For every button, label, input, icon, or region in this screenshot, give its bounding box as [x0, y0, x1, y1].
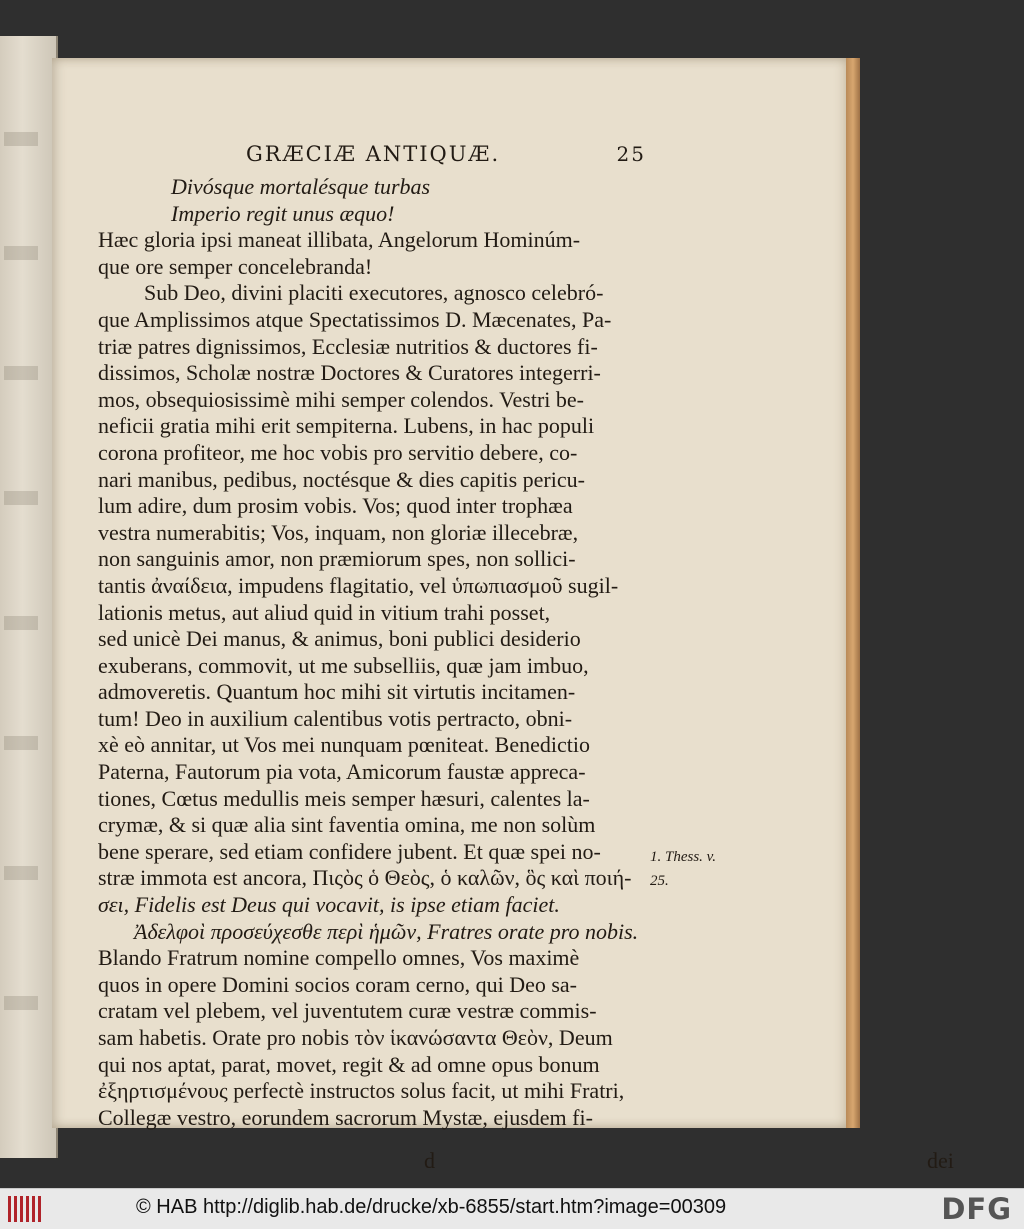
catchword: dei	[927, 1148, 954, 1174]
margin-note	[650, 845, 716, 893]
text-line: Imperio regit unus æquo!	[171, 200, 395, 226]
viewer-footer	[0, 1188, 1024, 1229]
dfg-logo: DFG	[941, 1192, 1012, 1226]
text-line: triæ patres dignissimos, Ecclesiæ nutritios & ductores fi-	[98, 333, 598, 359]
text-line: cratam vel plebem, vel juventutem curæ vestræ commis-	[98, 998, 597, 1024]
page-number: 25	[616, 142, 646, 166]
text-line: mos, obsequiosissimè mihi semper colendos. Vestri be-	[98, 386, 584, 412]
text-line: que Amplissimos atque Spectatissimos D. Mæcenates, Pa-	[98, 306, 612, 332]
text-line: qui nos aptat, parat, movet, regit & ad omne opus bonum	[98, 1051, 600, 1077]
signature-line	[98, 1148, 954, 1175]
copyright-source-link[interactable]: © HAB http://diglib.hab.de/drucke/xb-6855/start.htm?image=00309	[136, 1196, 727, 1218]
text-line: Sub Deo, divini placiti executores, agnosco celebró-	[144, 280, 604, 306]
library-logo-icon	[6, 1194, 46, 1224]
line-spacer	[98, 1131, 643, 1148]
running-head-title: GRÆCIÆ ANTIQUÆ.	[246, 142, 501, 166]
bleed-through-mark	[4, 996, 38, 1010]
text-line: neficii gratia mihi erit sempiterna. Lubens, in hac populi	[98, 413, 595, 439]
text-line: vestra numerabitis; Vos, inquam, non gloriæ illecebræ,	[98, 519, 579, 545]
text-line: sed unicè Dei manus, & animus, boni publici desiderio	[98, 626, 581, 652]
text-line: que ore semper concelebranda!	[98, 253, 373, 279]
text-line: Ἀδελφοὶ προσεύχεσθε περὶ ἡμῶν, Fratres orate pro nobis.	[134, 918, 639, 944]
text-line: bene sperare, sed etiam confidere jubent. Et quæ spei no-	[98, 838, 601, 864]
text-line: crymæ, & si quæ alia sint faventia omina, me non solùm	[98, 812, 596, 838]
text-line: Collegæ vestro, eorundem sacrorum Mystæ, ejusdem fi-	[98, 1104, 593, 1130]
text-line: Divósque mortalésque turbas	[171, 174, 431, 199]
text-line: sam habetis. Orate pro nobis τὸν ἱκανώσαντα Θεὸν, Deum	[98, 1025, 613, 1050]
margin-note-reference: 1. Thess. v.	[650, 849, 716, 865]
text-line: quos in opere Domini socios coram cerno, qui Deo sa-	[98, 971, 577, 997]
bleed-through-mark	[4, 132, 38, 146]
text-line: ἐξηρτισμένους perfectè instructos solus facit, ut mihi Fratri,	[98, 1078, 625, 1104]
bleed-through-mark	[4, 616, 38, 630]
previous-page-edge	[0, 36, 58, 1158]
text-line: corona profiteor, me hoc vobis pro servitio debere, co-	[98, 439, 578, 465]
text-line: xè eò annitar, ut Vos mei nunquam pœniteat. Benedictio	[98, 732, 590, 758]
margin-note-verse: 25.	[650, 873, 669, 889]
bleed-through-mark	[4, 366, 38, 380]
running-header	[246, 142, 656, 172]
text-line: Hæc gloria ipsi maneat illibata, Angelorum Hominúm-	[98, 227, 581, 253]
bleed-through-mark	[4, 736, 38, 750]
text-line: non sanguinis amor, non præmiorum spes, non sollici-	[98, 546, 576, 572]
text-line: Blando Fratrum nomine compello omnes, Vos maximè	[98, 945, 580, 971]
text-line: lum adire, dum prosim vobis. Vos; quod inter trophæa	[98, 493, 573, 519]
text-line: Paterna, Fautorum pia vota, Amicorum faustæ apprecа-	[98, 759, 586, 785]
page-fore-edge	[846, 58, 860, 1128]
text-line: σει, Fidelis est Deus qui vocavit, is ipse etiam faciet.	[98, 892, 560, 918]
bleed-through-mark	[4, 246, 38, 260]
text-line: lationis metus, aut aliud quid in vitium trahi posset,	[98, 599, 551, 625]
bleed-through-mark	[4, 491, 38, 505]
bleed-through-mark	[4, 866, 38, 880]
text-line: tiones, Cœtus medullis meis semper hæsuri, calentes la-	[98, 785, 590, 811]
text-line: stræ immota est ancora, Πιςὸς ὁ Θεὸς, ὁ καλῶν, ὃς καὶ ποιή-	[98, 865, 632, 891]
text-line: tum! Deo in auxilium calentibus votis pertracto, obni-	[98, 705, 573, 731]
text-line: nari manibus, pedibus, noctésque & dies capitis pericu-	[98, 466, 585, 492]
text-line: tantis ἀναίδεια, impudens flagitatio, vel ὑπωπιασμοῦ sugil-	[98, 572, 619, 598]
text-line: admoveretis. Quantum hoc mihi sit virtutis incitamen-	[98, 679, 576, 705]
signature-mark: d	[424, 1148, 435, 1174]
text-line: exuberans, commovit, ut me subselliis, quæ jam imbuo,	[98, 652, 589, 678]
text-line: dissimos, Scholæ nostræ Doctores & Curatores integerri-	[98, 360, 601, 386]
